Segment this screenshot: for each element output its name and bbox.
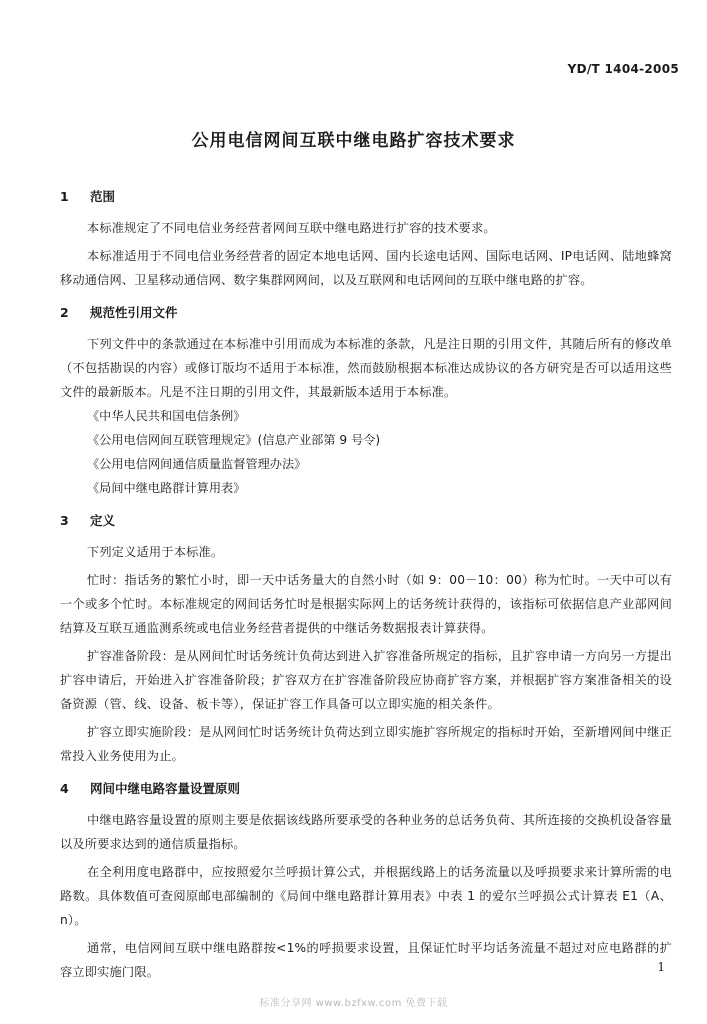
paragraph: 扩容准备阶段：是从网间忙时话务统计负荷达到进入扩容准备所规定的指标，且扩容申请一方向另一方提出扩容申请后，开始进入扩容准备阶段；扩容双方在扩容准备阶段应协商扩容方案，并根据扩容方案准备相关的设备资源（管、线、设备、板卡等），保证扩容工作具备可以立即实施的相关条件。 <box>60 649 672 711</box>
section-title: 网间中继电路容量设置原则 <box>90 781 241 796</box>
paragraph: 忙时：指话务的繁忙小时，即一天中话务量大的自然小时（如 9：00－10：00）称为忙时。一天中可以有一个或多个忙时。本标准规定的网间话务忙时是根据实际网上的话务统计获得的，该指标可依据信息产业部网间结算及互联互通监测系统或电信业务经营者提供的中继话务数据报表计算获得。 <box>60 573 672 635</box>
paragraph: 本标准适用于不同电信业务经营者的固定本地电话网、国内长途电话网、国际电话网、IP电话网、陆地蜂窝移动通信网、卫星移动通信网、数字集群网网间，以及互联网和电话网间的互联中继电路的扩容。 <box>60 249 672 287</box>
document-title: 公用电信网间互联中继电路扩容技术要求 <box>191 131 516 151</box>
paragraph: 扩容立即实施阶段：是从网间忙时话务统计负荷达到立即实施扩容所规定的指标时开始，至新增网间中继正常投入业务使用为止。 <box>60 725 672 763</box>
reference-item: 《局间中继电路群计算用表》 <box>87 481 246 495</box>
paragraph: 中继电路容量设置的原则主要是依据该线路所要承受的各种业务的总话务负荷、其所连接的交换机设备容量以及所要求达到的通信质量指标。 <box>60 813 672 851</box>
standard-code: YD/T 1404-2005 <box>567 62 679 76</box>
section-title: 规范性引用文件 <box>90 305 178 320</box>
reference-item: 《公用电信网间通信质量监督管理办法》 <box>87 457 307 471</box>
page-number: 1 <box>657 960 665 974</box>
reference-item: 《中华人民共和国电信条例》 <box>87 409 246 423</box>
paragraph: 下列文件中的条款通过在本标准中引用而成为本标准的条款，凡是注日期的引用文件，其随后所有的修改单（不包括勘误的内容）或修订版均不适用于本标准，然而鼓励根据本标准达成协议的各方研究是否可以适用这些文件的最新版本。凡是不注日期的引用文件，其最新版本适用于本标准。 <box>60 337 672 399</box>
section-heading-4 <box>60 778 672 800</box>
paragraph: 在全利用度电路群中，应按照爱尔兰呼损计算公式，并根据线路上的话务流量以及呼损要求来计算所需的电路数。具体数值可查阅原邮电部编制的《局间中继电路群计算用表》中表 1 的爱尔兰呼损公式计算表 E1（A、n）。 <box>60 865 672 927</box>
section-number: 2 <box>60 305 69 320</box>
section-number: 3 <box>60 513 69 528</box>
paragraph: 通常，电信网间互联中继电路群按<1%的呼损要求设置，且保证忙时平均话务流量不超过对应电路群的扩容立即实施门限。 <box>60 941 672 979</box>
watermark-text: 标准分享网 www.bzfxw.com 免费下载 <box>259 998 448 1009</box>
section-title: 定义 <box>90 513 116 528</box>
section-number: 4 <box>60 781 69 796</box>
section-number: 1 <box>60 189 69 204</box>
reference-item: 《公用电信网间互联管理规定》(信息产业部第 9 号令) <box>87 433 381 447</box>
section-title: 范围 <box>90 189 116 204</box>
paragraph: 下列定义适用于本标准。 <box>87 545 224 559</box>
section-heading-3 <box>60 510 672 532</box>
section-heading-2 <box>60 302 672 324</box>
section-heading-1 <box>60 186 672 208</box>
document-body <box>60 186 672 984</box>
paragraph: 本标准规定了不同电信业务经营者网间互联中继电路进行扩容的技术要求。 <box>87 221 496 235</box>
